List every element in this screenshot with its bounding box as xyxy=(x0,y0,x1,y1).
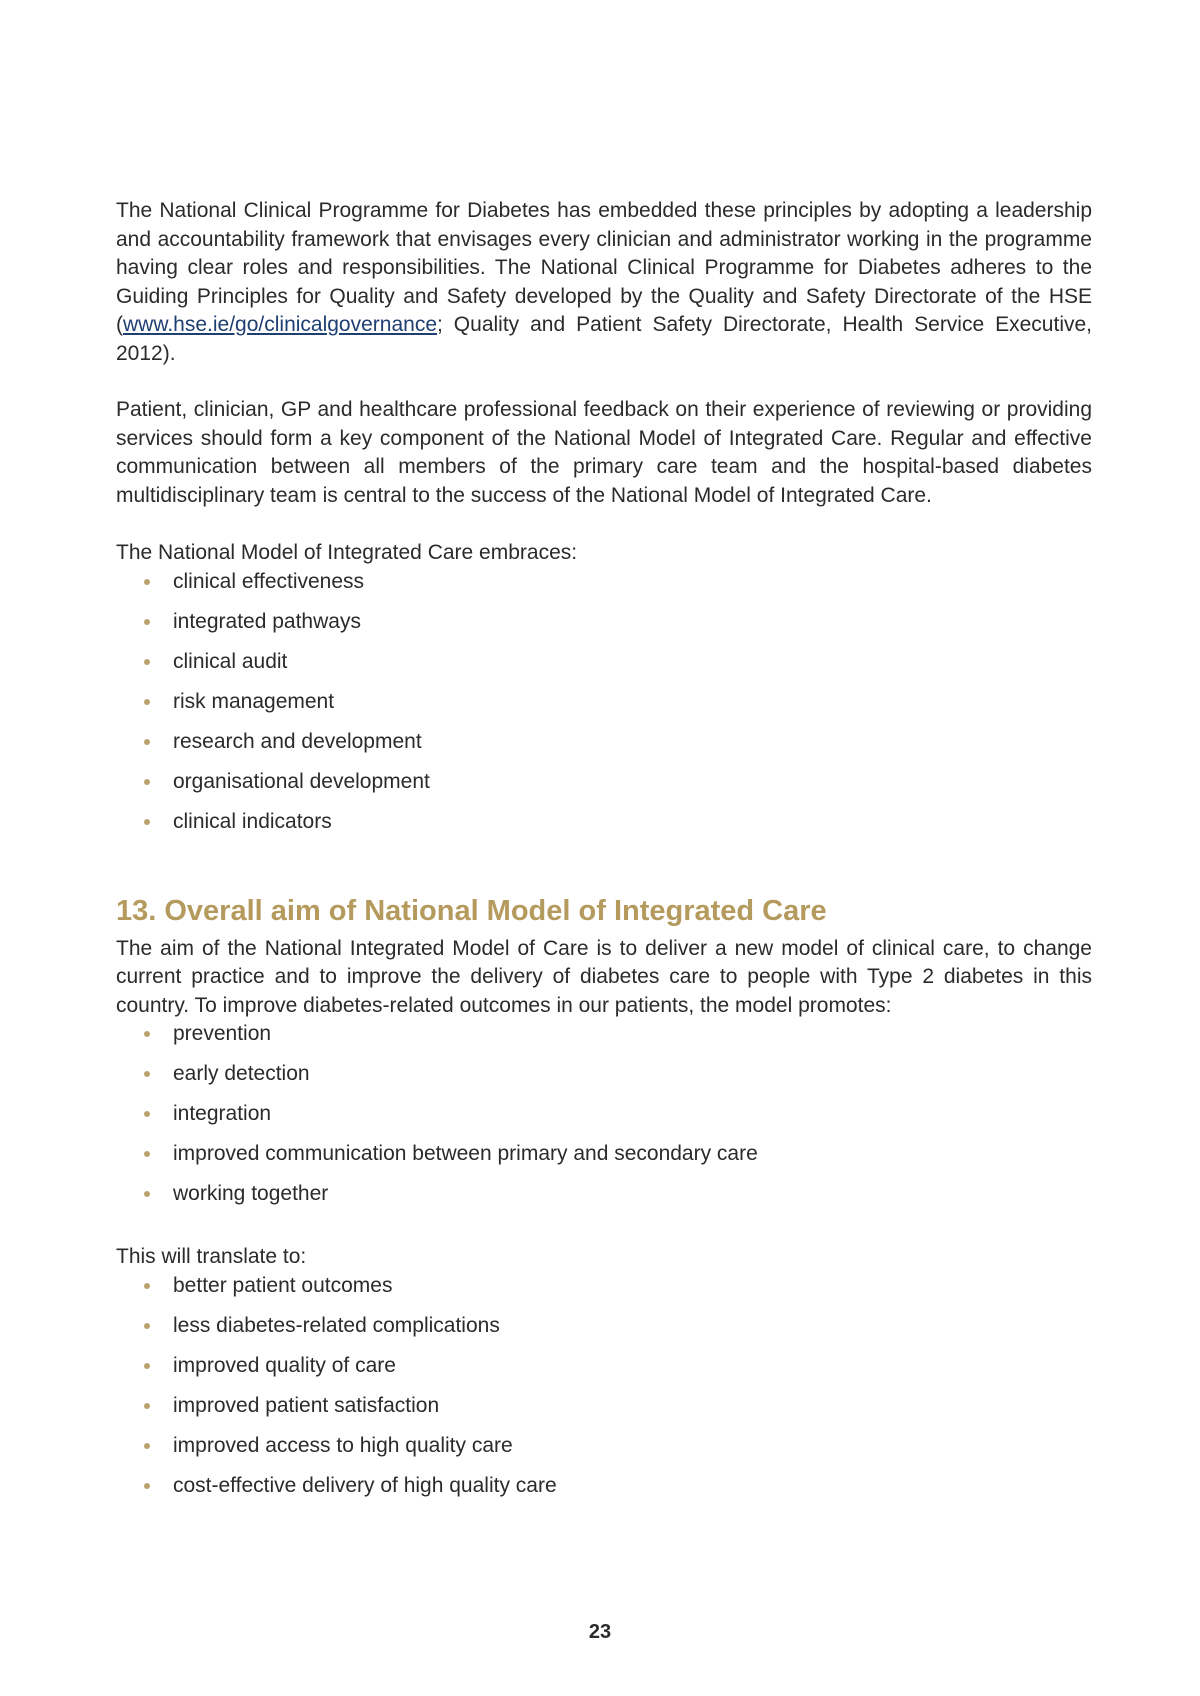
section-13-intro: The aim of the National Integrated Model of Care is to deliver a new model of clinical care, to change current practice and to improve the delivery of diabetes care to people with Type 2 diabetes in this country. To improve diabetes-related outcomes in our patients, the model promotes: xyxy=(116,936,1092,1017)
list-item-text: clinical indicators xyxy=(173,809,332,833)
list-item-text: improved quality of care xyxy=(173,1353,396,1377)
bullet-icon xyxy=(144,699,150,705)
list-item xyxy=(116,1432,1092,1472)
bullet-icon xyxy=(144,1191,150,1197)
promotes-list xyxy=(116,1020,1092,1220)
embraces-list xyxy=(116,568,1092,848)
section-13-heading: 13. Overall aim of National Model of Integrated Care xyxy=(116,894,827,927)
list-item xyxy=(116,1352,1092,1392)
list-item-text: early detection xyxy=(173,1062,310,1085)
bullet-icon xyxy=(144,1323,150,1329)
list-item xyxy=(116,688,1092,728)
list-item-text: cost-effective delivery of high quality care xyxy=(173,1473,557,1497)
bullet-icon xyxy=(144,1483,150,1489)
embraces-lead: The National Model of Integrated Care embraces: xyxy=(116,541,578,564)
list-item xyxy=(116,728,1092,768)
bullet-icon xyxy=(144,1031,150,1037)
list-item-text: integration xyxy=(173,1102,272,1125)
list-item-text: clinical audit xyxy=(173,649,288,673)
list-item-text: risk management xyxy=(173,689,335,713)
list-item-text: improved patient satisfaction xyxy=(173,1393,440,1417)
list-item xyxy=(116,648,1092,688)
list-item xyxy=(116,1060,1092,1100)
list-item-text: less diabetes-related complications xyxy=(173,1313,500,1337)
list-item-text: prevention xyxy=(173,1022,272,1045)
bullet-icon xyxy=(144,1363,150,1369)
list-item xyxy=(116,568,1092,608)
list-item-text: improved access to high quality care xyxy=(173,1433,513,1457)
page-number: 23 xyxy=(588,1621,612,1643)
paragraph-governance-text-before: The National Clinical Programme for Diabetes has embedded these principles by adopting a leadership and accountability framework that envisages every clinician and administrator working in the programme having clear roles and responsibilities. The National Clinical Programme for Diabetes adheres to the Guiding Principles for Quality and Safety developed by the Quality and Safety Directorate of the HSE ( xyxy=(116,199,1092,336)
bullet-icon xyxy=(144,1071,150,1077)
translate-lead: This will translate to: xyxy=(116,1245,307,1268)
bullet-icon xyxy=(144,819,150,825)
bullet-icon xyxy=(144,779,150,785)
list-item-text: integrated pathways xyxy=(173,609,361,633)
translate-list xyxy=(116,1272,1092,1512)
list-item-text: working together xyxy=(173,1182,329,1205)
bullet-icon xyxy=(144,579,150,585)
list-item xyxy=(116,1272,1092,1312)
bullet-icon xyxy=(144,1111,150,1117)
paragraph-governance xyxy=(116,197,1092,368)
list-item xyxy=(116,1020,1092,1060)
list-item xyxy=(116,1312,1092,1352)
bullet-icon xyxy=(144,659,150,665)
page-content xyxy=(116,197,1092,1512)
list-item xyxy=(116,608,1092,648)
bullet-icon xyxy=(144,1283,150,1289)
list-item-text: research and development xyxy=(173,729,422,753)
clinical-governance-link[interactable]: www.hse.ie/go/clinicalgovernance xyxy=(123,313,438,336)
list-item-text: better patient outcomes xyxy=(173,1273,393,1297)
list-item-text: clinical effectiveness xyxy=(173,569,365,593)
bullet-icon xyxy=(144,1151,150,1157)
list-item xyxy=(116,1140,1092,1180)
paragraph-feedback: Patient, clinician, GP and healthcare professional feedback on their experience of reviewing or providing services should form a key component of the National Model of Integrated Care. Regular and effective communication between all members of the primary care team and the hospital-based diabetes multidisciplinary team is central to the success of the National Model of Integrated Care. xyxy=(116,398,1092,507)
list-item xyxy=(116,1472,1092,1512)
bullet-icon xyxy=(144,739,150,745)
paragraph-governance-text-after: ; Quality and Patient Safety Directorate, Health Service Executive, 2012). xyxy=(116,313,1092,365)
list-item xyxy=(116,768,1092,808)
list-item xyxy=(116,1100,1092,1140)
bullet-icon xyxy=(144,1403,150,1409)
list-item xyxy=(116,808,1092,848)
bullet-icon xyxy=(144,1443,150,1449)
list-item xyxy=(116,1180,1092,1220)
bullet-icon xyxy=(144,619,150,625)
list-item-text: improved communication between primary and secondary care xyxy=(173,1142,758,1165)
list-item-text: organisational development xyxy=(173,769,430,793)
list-item xyxy=(116,1392,1092,1432)
